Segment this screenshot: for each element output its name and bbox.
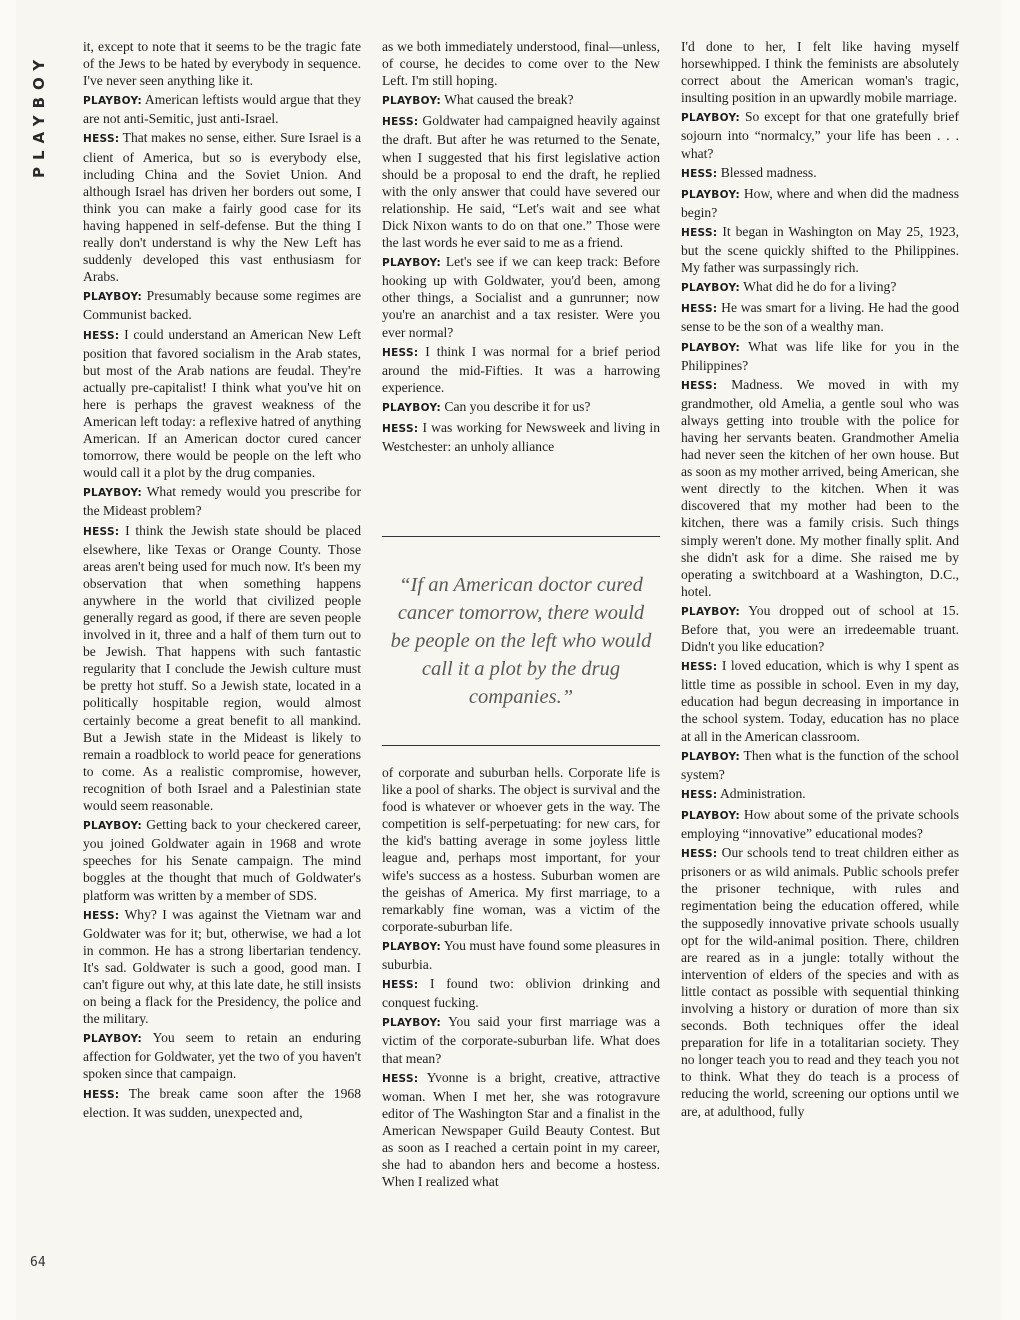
- column-3: [681, 38, 959, 1122]
- column-2-bottom: [382, 764, 660, 1192]
- paragraph: HESS: Yvonne is a bright, creative, attractive woman. When I met her, she was rotogravure editor of The Washington Star and a finalist in the American Newspaper Guild Beauty Contest. But as soon as I reached a certain point in my career, she had to abandon hers and become a hostess. When I realized what: [382, 1069, 660, 1190]
- magazine-side-title: PLAYBOY: [30, 52, 48, 178]
- paragraph: HESS: I think I was normal for a brief period around the mid-Fifties. It was a harrowing experience.: [382, 343, 660, 395]
- column-2-top: [382, 38, 660, 457]
- paragraph: HESS: I found two: oblivion drinking and conquest fucking.: [382, 976, 660, 1011]
- paragraph: of corporate and suburban hells. Corporate life is like a pool of sharks. The object is survival and the food is whatever or whoever gets in the way. The competition is self-perpetuating: for new cars, for the kid's batting average in some joyless little league and, perhaps most important, for your wife's success as a hostess. Suburban women are the geishas of America. My first marriage, to a remarkably fine woman, was a victim of the corporate-suburban life.: [382, 765, 660, 934]
- paragraph: PLAYBOY: American leftists would argue that they are not anti-Semitic, just anti-Israel.: [83, 92, 361, 127]
- paragraph: PLAYBOY: Presumably because some regimes are Communist backed.: [83, 288, 361, 323]
- paragraph: PLAYBOY: What caused the break?: [382, 92, 574, 108]
- paragraph: PLAYBOY: So except for that one gratefully brief sojourn into “normalcy,” your life has been . . . what?: [681, 109, 959, 161]
- paragraph: HESS: He was smart for a living. He had the good sense to be the son of a wealthy man.: [681, 300, 959, 335]
- paragraph: PLAYBOY: Let's see if we can keep track: Before hooking up with Goldwater, you'd been, among other things, a Socialist and a gunrunner; now you're an anarchist and a tax resister. Were you ever normal?: [382, 254, 660, 340]
- paragraph: PLAYBOY: How about some of the private schools employing “innovative” educational modes?: [681, 806, 960, 842]
- paragraph: HESS: I loved education, which is why I spent as little time as possible in school. Even in my day, education had begun decreasing in importance in the school system. Today, education has no place at all in the American classroom.: [681, 658, 959, 744]
- paragraph: PLAYBOY: Can you describe it for us?: [382, 398, 591, 414]
- paragraph: HESS: I was working for Newsweek and living in Westchester: an unholy alliance: [382, 419, 660, 455]
- paragraph: I'd done to her, I felt like having myself horsewhipped. I think the feminists are absolutely correct about the American woman's tragic, insulting position in an upwardly mobile marriage.: [681, 39, 959, 106]
- paragraph: PLAYBOY: Then what is the function of the school system?: [681, 747, 960, 782]
- paragraph: HESS: Our schools tend to treat children either as prisoners or as wild animals. Public schools prefer the prisoner technique, with rules and regimentation being the education offered, while the supposedly innovative private schools usually opt for the wild-animal position. There, children are reared as in a jungle: totally without the intervention of elders of the species and with as little contact as possible with sequential thinking involving a history or duration of more than six seconds. Both techniques offer the ideal preparation for life in a totalitarian society. They no longer teach you to read and they teach you not to think. What they do teach is a process of reducing the world, screening our options until we are, at adulthood, fully: [681, 845, 959, 1119]
- paragraph: HESS: The break came soon after the 1968 election. It was sudden, unexpected and,: [83, 1085, 361, 1120]
- paragraph: HESS: That makes no sense, either. Sure Israel is a client of America, but so is everybody else, including China and the Soviet Union. And although Israel has driven her borders out some, I think you can make a fairly good case for its having happened in self-defense. But the thing I really don't understand is why the New Left has suddenly developed this vast enthusiasm for Arabs.: [83, 130, 362, 285]
- paragraph: as we both immediately understood, final—unless, of course, he decides to come over to the New Left. I'm still hoping.: [382, 39, 660, 89]
- paragraph: HESS: Goldwater had campaigned heavily against the draft. But after he was returned to the Senate, when I suggested that his first legislative action should be a proposal to end the draft, he replied with the only answer that could have severed our relationship. He said, “Let's wait and see what Dick Nixon wants to do on that one.” Those were the last words he ever said to me as a friend.: [382, 113, 660, 251]
- paragraph: HESS: It began in Washington on May 25, 1923, but the scene quickly shifted to the Philippines. My father was surpassingly rich.: [681, 223, 959, 276]
- paragraph: PLAYBOY: How, where and when did the madness begin?: [681, 185, 959, 220]
- pull-quote-text: “If an American doctor cured cancer tomorrow, there would be people on the left who would call it a plot by the drug companies.”: [390, 574, 652, 708]
- paragraph: it, except to note that it seems to be the tragic fate of the Jews to be hated by everybody in sequence. I've never seen anything like it.: [83, 39, 361, 89]
- paragraph: PLAYBOY: What remedy would you prescribe for the Mideast problem?: [83, 484, 361, 519]
- page-number: 64: [30, 1255, 46, 1270]
- paragraph: HESS: Madness. We moved in with my grandmother, old Amelia, a gentle soul who was always getting into trouble with the police for having her servants beaten. Grandmother Amelia had never seen the kitchen of her own house. But as soon as my mother arrived, being American, she went directly to the kitchen. When it was discovered that my mother had been to the kitchen, there was a family crisis. Such things simply weren't done. My mother finally split. And she didn't ask for a dime. She raised me by operating a switchboard at a Washington, D.C., hotel.: [681, 376, 959, 599]
- paragraph: PLAYBOY: You must have found some pleasures in suburbia.: [382, 937, 660, 973]
- paragraph: PLAYBOY: You said your first marriage was a victim of the corporate-suburban life. What does that mean?: [382, 1014, 660, 1066]
- paragraph: PLAYBOY: What did he do for a living?: [681, 279, 897, 295]
- paragraph: HESS: Administration.: [681, 785, 806, 801]
- paragraph: PLAYBOY: Getting back to your checkered career, you joined Goldwater again in 1968 and wrote speeches for his Senate campaign. The mind boggles at the thought that much of Goldwater's platform was written by a member of SDS.: [83, 817, 361, 903]
- paragraph: HESS: Blessed madness.: [681, 164, 817, 180]
- paragraph: PLAYBOY: You seem to retain an enduring affection for Goldwater, yet the two of you haven't spoken since that campaign.: [83, 1030, 361, 1082]
- column-1: [83, 38, 361, 1123]
- paragraph: HESS: I think the Jewish state should be placed elsewhere, like Texas or Orange County. Those areas aren't being used for much now. It's been my observation that when something happens anywhere in the world that civilized people generally regard as good, if there are seven people involved in it, three and a half of them turn out to be Jewish. That happens with such fantastic regularity that I conclude the Jewish culture must be pretty hot stuff. So a Jewish state, located in a politically hospitable region, would almost certainly become a great benefit to all mankind. But a Jewish state in the Mideast is likely to remain a roadblock to world peace for generations to come. As a realistic compromise, however, recognition of both Israel and a Palestinian state would seem reasonable.: [83, 522, 361, 814]
- paragraph: PLAYBOY: You dropped out of school at 15. Before that, you were an irredeemable truant. Didn't you like education?: [681, 602, 959, 655]
- pull-quote: [382, 536, 660, 746]
- paragraph: PLAYBOY: What was life like for you in the Philippines?: [681, 338, 959, 373]
- paragraph: HESS: Why? I was against the Vietnam war and Goldwater was for it; but, otherwise, we had a lot in common. He has a strong libertarian tendency. It's sad. Goldwater is such a good, good man. I can't figure out why, at this late date, he still insists on being a flack for the Presidency, the police and the military.: [83, 906, 361, 1027]
- paragraph: HESS: I could understand an American New Left position that favored socialism in the Arab states, but most of the Arab nations are feudal. They're actually pre-capitalist! I think what you've hit on here is perhaps the gravest weakness of the American left today: a reflexive hatred of anything American. If an American doctor cured cancer tomorrow, there would be people on the left who would call it a plot by the drug companies.: [83, 326, 361, 481]
